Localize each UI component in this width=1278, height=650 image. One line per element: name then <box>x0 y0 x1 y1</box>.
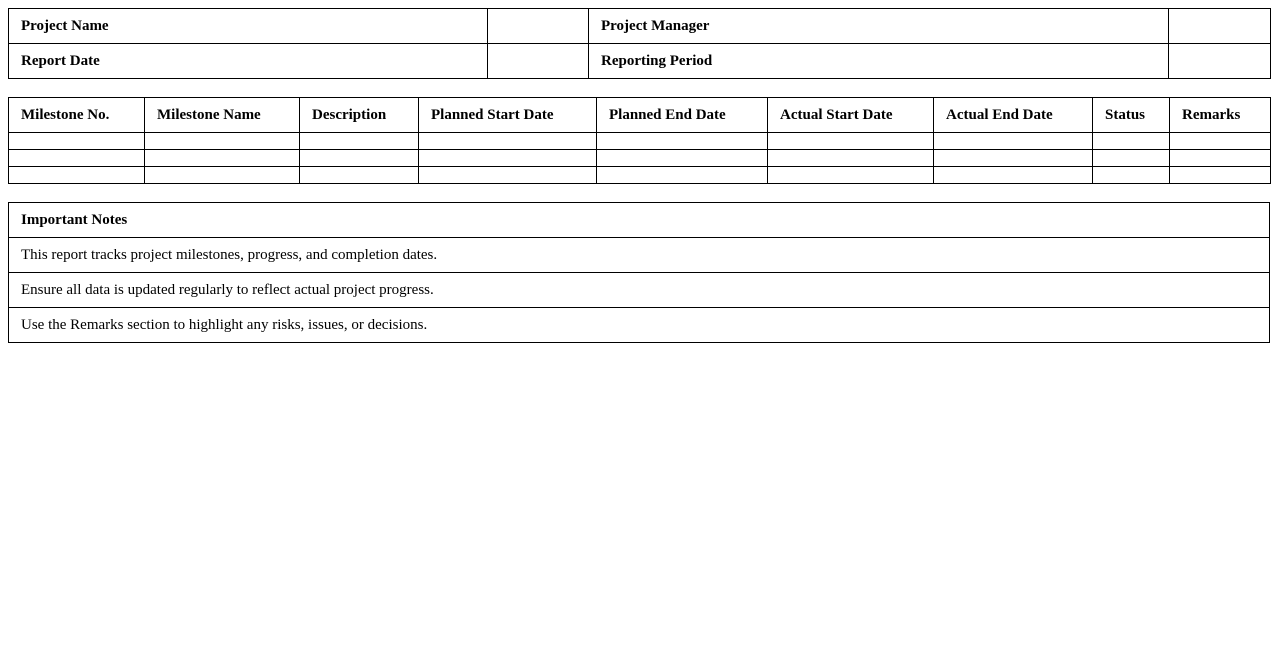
project-info-row <box>9 9 1271 44</box>
column-header-planned-start-date: Planned Start Date <box>419 98 597 133</box>
column-header-actual-start-date: Actual Start Date <box>768 98 934 133</box>
table-cell[interactable] <box>1170 150 1271 167</box>
reporting-period-label: Reporting Period <box>589 44 1169 79</box>
table-row <box>9 167 1271 184</box>
table-cell[interactable] <box>934 167 1093 184</box>
column-header-actual-end-date: Actual End Date <box>934 98 1093 133</box>
table-row <box>9 133 1271 150</box>
table-cell[interactable] <box>1170 167 1271 184</box>
note-text: Use the Remarks section to highlight any risks, issues, or decisions. <box>9 308 1270 343</box>
table-cell[interactable] <box>9 133 145 150</box>
table-cell[interactable] <box>145 150 300 167</box>
list-item <box>9 308 1270 343</box>
important-notes-table <box>8 202 1270 343</box>
table-cell[interactable] <box>597 133 768 150</box>
report-date-label: Report Date <box>9 44 488 79</box>
project-manager-value[interactable] <box>1169 9 1271 44</box>
milestone-table <box>8 97 1271 184</box>
table-cell[interactable] <box>419 167 597 184</box>
note-text: Ensure all data is updated regularly to reflect actual project progress. <box>9 273 1270 308</box>
project-info-row <box>9 44 1271 79</box>
table-cell[interactable] <box>419 133 597 150</box>
notes-title: Important Notes <box>9 203 1270 238</box>
table-cell[interactable] <box>1170 133 1271 150</box>
column-header-status: Status <box>1093 98 1170 133</box>
column-header-milestone-no: Milestone No. <box>9 98 145 133</box>
table-cell[interactable] <box>768 167 934 184</box>
table-cell[interactable] <box>145 167 300 184</box>
table-row <box>9 150 1271 167</box>
table-cell[interactable] <box>1093 167 1170 184</box>
column-header-planned-end-date: Planned End Date <box>597 98 768 133</box>
project-name-label: Project Name <box>9 9 488 44</box>
column-header-remarks: Remarks <box>1170 98 1271 133</box>
table-cell[interactable] <box>300 150 419 167</box>
table-cell[interactable] <box>768 133 934 150</box>
project-info-table <box>8 8 1271 79</box>
table-cell[interactable] <box>1093 133 1170 150</box>
column-header-description: Description <box>300 98 419 133</box>
table-cell[interactable] <box>1093 150 1170 167</box>
project-manager-label: Project Manager <box>589 9 1169 44</box>
table-cell[interactable] <box>9 167 145 184</box>
table-cell[interactable] <box>597 150 768 167</box>
table-cell[interactable] <box>300 167 419 184</box>
column-header-milestone-name: Milestone Name <box>145 98 300 133</box>
note-text: This report tracks project milestones, progress, and completion dates. <box>9 238 1270 273</box>
list-item <box>9 273 1270 308</box>
table-cell[interactable] <box>597 167 768 184</box>
table-cell[interactable] <box>768 150 934 167</box>
table-cell[interactable] <box>300 133 419 150</box>
table-cell[interactable] <box>9 150 145 167</box>
reporting-period-value[interactable] <box>1169 44 1271 79</box>
table-cell[interactable] <box>419 150 597 167</box>
list-item <box>9 238 1270 273</box>
table-cell[interactable] <box>934 150 1093 167</box>
notes-header-row <box>9 203 1270 238</box>
report-date-value[interactable] <box>488 44 589 79</box>
project-name-value[interactable] <box>488 9 589 44</box>
table-cell[interactable] <box>145 133 300 150</box>
milestone-header-row <box>9 98 1271 133</box>
table-cell[interactable] <box>934 133 1093 150</box>
